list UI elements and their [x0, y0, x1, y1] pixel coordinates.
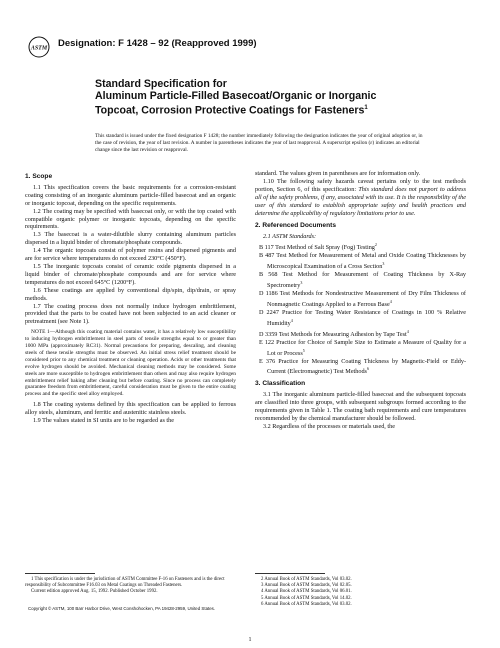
reference-item: E 376 Practice for Measuring Coating Thickness by Magnetic-Field or Eddy-Current (Electromagnetic) Test Methods$^6$	[259, 357, 466, 376]
reference-list	[255, 241, 466, 376]
footnote: 2 Annual Book of ASTM Standards, Vol 03.02.	[261, 577, 352, 582]
page-number: 1	[248, 637, 252, 643]
footnote-divider-left	[25, 573, 95, 574]
referenced-documents-heading: 2. Referenced Documents	[255, 222, 336, 230]
title-line-1: Standard Specification for	[95, 78, 227, 90]
paragraph-1-3: 1.3 The basecoat is a water-dilutible slurry containing aluminum particles dispersed in a liquid binder of chromate/phosphate compounds.	[25, 231, 236, 247]
copyright-notice: Copyright © ASTM, 100 Barr Harbor Drive, West Conshohocken, PA 19428-2959, United States.	[28, 606, 216, 611]
reference-item: B 117 Test Method of Salt Spray (Fog) Testing$^2$	[259, 242, 377, 252]
footnote: 6 Annual Book of ASTM Standards, Vol 03.02.	[261, 601, 352, 607]
paragraph-3-2: 3.2 Regardless of the processes or materials used, the	[263, 422, 395, 430]
footnote-divider-right	[255, 573, 325, 574]
scope-heading: 1. Scope	[25, 173, 53, 180]
reference-item: B 487 Test Method for Measurement of Metal and Oxide Coating Thicknesses by Microscopical Examination of a Cross Section$^3$	[259, 252, 466, 271]
footnote: Current edition approved Aug. 15, 1992. Published October 1992.	[31, 589, 158, 595]
astm-standards-label: 2.1 ASTM Standards:	[263, 233, 317, 241]
paragraph-1-6: 1.6 These coatings are applied by conventional dip/spin, dip/drain, or spray methods.	[25, 286, 236, 302]
safety-caveat: This standard does not purport to address all of the safety problems, if any, associated with its use. It is the responsibility of the user of this standard to establish appropriate safety and health practices and determine the applicability of regulatory limitations prior to use.	[255, 185, 466, 217]
designation: Designation: F 1428 – 92 (Reapproved 1999)	[58, 38, 257, 49]
paragraph-1-10: 1.10 The following safety hazards caveat pertains only to the test methods portion, Section 6, of this specification: This standard does not purport to address all of the safety problems, if any, associated with its use. It is the responsibility of the user of this standard to establish appropriate safety and health practices and determine the applicability of regulatory limitations prior to use.	[255, 177, 466, 217]
logo-text: ASTM	[30, 45, 48, 52]
note-1: NOTE 1—Although this coating material contains water, it has a relatively low susceptibility to inducing hydrogen embrittlement in steel parts of tensile strengths equal to or greater than 1000 MPa (approximately RC31). Normal precautions for preparing, descaling, and cleaning steels of these tensile strengths must be observed. An initial stress relief treatment should be considered prior to any chemical treatment or cleaning operation. Acids or other treatments that evolve hydrogen should be avoided. Mechanical cleaning methods may be considered. Some steels are more susceptible to hydrogen embrittlement than others and may also require hydrogen embrittlement relief baking after cleaning but before coating. Since no process can completely guarantee freedom from embrittlement, careful consideration must be given to the entire coating process and the specific steel alloy employed.	[25, 329, 236, 398]
paragraph-1-7: 1.7 The coating process does not normally induce hydrogen embrittlement, provided that the parts to be coated have not been subjected to an acid cleaner or pretreatment (see Note 1).	[25, 302, 236, 326]
astm-logo-icon	[28, 36, 50, 58]
paragraph-1-2: 1.2 The coating may be specified with basecoat only, or with the top coated with compatible organic polymer or inorganic topcoats, depending on the specific requirements.	[25, 207, 236, 231]
standard-note: This standard is issued under the fixed designation F 1428; the number immediately following the designation indicates the year of original adoption or, in the case of revision, the year of last revision. A number in parentheses indicates the year of last reapproval. A superscript epsilon (ε) indicates an editorial change since the last revision or reapproval.	[95, 133, 423, 153]
right-column	[255, 170, 466, 431]
reference-item: B 568 Test Method for Measurement of Coating Thickness by X-Ray Spectrometry$^3$	[259, 271, 466, 290]
footnote: 4 Annual Book of ASTM Standards, Vol 06.01.	[261, 589, 352, 595]
left-column	[25, 170, 236, 425]
footnotes-right	[255, 577, 466, 608]
reference-item: D 2247 Practice for Testing Water Resistance of Coatings in 100 % Relative Humidity$^4$	[259, 308, 466, 327]
footnotes-left	[25, 577, 236, 596]
reference-item: D 1186 Test Methods for Nondestructive Measurement of Dry Film Thickness of Nonmagnetic Coatings Applied to a Ferrous Base$^4$	[259, 289, 466, 308]
reference-item: E 122 Practice for Choice of Sample Size to Estimate a Measure of Quality for a Lot or Process$^5$	[259, 338, 466, 357]
paragraph-1-5: 1.5 The inorganic topcoats consist of ceramic oxide pigments dispersed in a liquid binder of chromate/phosphate compounds and are for service where temperatures do not exceed 645°C (1200°F).	[25, 262, 236, 286]
paragraph-1-1: 1.1 This specification covers the basic requirements for a corrosion-resistant coating consisting of an inorganic aluminum particle-filled basecoat and an organic or inorganic topcoat, depending on the specific requirements.	[25, 183, 236, 207]
reference-item: D 3359 Test Methods for Measuring Adhesion by Tape Test$^4$	[259, 328, 409, 338]
title-footnote-mark: 1	[364, 105, 368, 111]
paragraph-1-8: 1.8 The coating systems defined by this specification can be applied to ferrous alloy steels, aluminum, and ferritic and austenitic stainless steels.	[25, 401, 236, 417]
document-title	[95, 78, 415, 117]
paragraph-3-1: 3.1 The inorganic aluminum particle-filled basecoat and the subsequent topcoats are classified into three groups, with subsequent subgroups formed according to the requirements given in Table 1. The coating bath requirements and cure temperatures recommended by the chemical manufacturer should be followed.	[255, 391, 466, 423]
paragraph-1-4: 1.4 The organic topcoats consist of polymer resins and dispersed pigments and are for service where temperatures do not exceed 230°C (450°F).	[25, 247, 236, 263]
title-line-3: Topcoat, Corrosion Protective Coatings for Fasteners$^1$	[95, 104, 368, 117]
paragraph-1-9-continued: standard. The values given in parentheses are for information only.	[255, 170, 421, 177]
footnote: 3 Annual Book of ASTM Standards, Vol 02.05.	[261, 583, 352, 589]
title-line-2: Aluminum Particle-Filled Basecoat/Organic or Inorganic	[95, 90, 377, 102]
footnote: 1 This specification is under the jurisdiction of ASTM Committee F-16 on Fasteners and is the direct responsibility of Subcommittee F16.03 on Metal Coatings on Threaded Fasteners.	[25, 577, 225, 589]
paragraph-1-9: 1.9 The values stated in SI units are to be regarded as the	[33, 417, 174, 425]
footnote: 5 Annual Book of ASTM Standards, Vol 14.02.	[261, 595, 352, 601]
classification-heading: 3. Classification	[255, 380, 306, 388]
